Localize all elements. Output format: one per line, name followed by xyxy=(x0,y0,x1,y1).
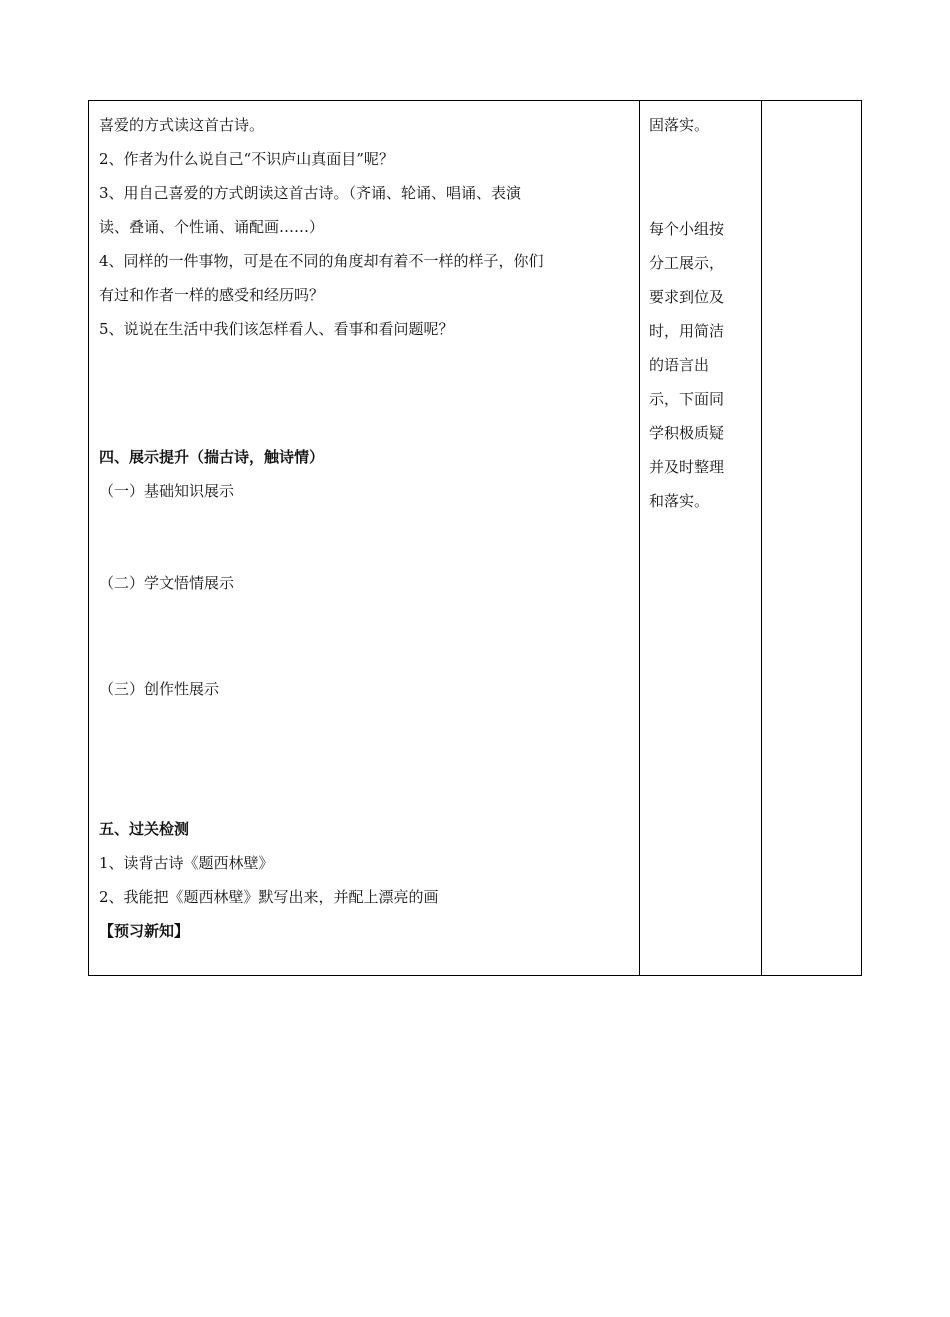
list-item: 1、读背古诗《题西林壁》 xyxy=(99,854,274,872)
note-line: 并及时整理 xyxy=(649,458,725,476)
subsection-item: （三）创作性展示 xyxy=(99,680,220,698)
note-line: 学积极质疑 xyxy=(649,424,725,442)
notes-cell xyxy=(639,101,761,975)
list-item: 2、我能把《题西林壁》默写出来，并配上漂亮的画 xyxy=(99,888,439,906)
text-line: 有过和作者一样的感受和经历吗？ xyxy=(99,286,325,304)
note-line: 分工展示， xyxy=(649,254,725,272)
section-heading: 四、展示提升（揣古诗，触诗情） xyxy=(99,448,325,466)
note-line: 每个小组按 xyxy=(649,220,725,238)
text-line: 2、作者为什么说自己“不识庐山真面目”呢？ xyxy=(99,150,394,168)
text-line: 喜爱的方式读这首古诗。 xyxy=(99,116,265,134)
main-content-cell xyxy=(89,101,639,975)
text-line: 3、用自己喜爱的方式朗读这首古诗。（齐诵、轮诵、唱诵、表演 xyxy=(99,184,522,202)
note-line: 和落实。 xyxy=(649,492,710,510)
text-line: 4、同样的一件事物，可是在不同的角度却有着不一样的样子，你们 xyxy=(99,252,544,270)
section-heading: 五、过关检测 xyxy=(99,820,190,838)
subsection-item: （二）学文悟情展示 xyxy=(99,574,235,592)
section-heading: 【预习新知】 xyxy=(99,922,190,940)
note-line: 时，用简洁 xyxy=(649,322,725,340)
note-line: 示，下面同 xyxy=(649,390,725,408)
subsection-item: （一）基础知识展示 xyxy=(99,482,235,500)
note-line: 的语言出 xyxy=(649,356,710,374)
note-line: 要求到位及 xyxy=(649,288,725,306)
text-line: 5、说说在生活中我们该怎样看人、看事和看问题呢？ xyxy=(99,320,454,338)
note-line: 固落实。 xyxy=(649,116,710,134)
text-line: 读、叠诵、个性诵、诵配画……） xyxy=(99,218,325,236)
empty-cell xyxy=(761,101,863,975)
lesson-plan-table xyxy=(88,100,862,976)
